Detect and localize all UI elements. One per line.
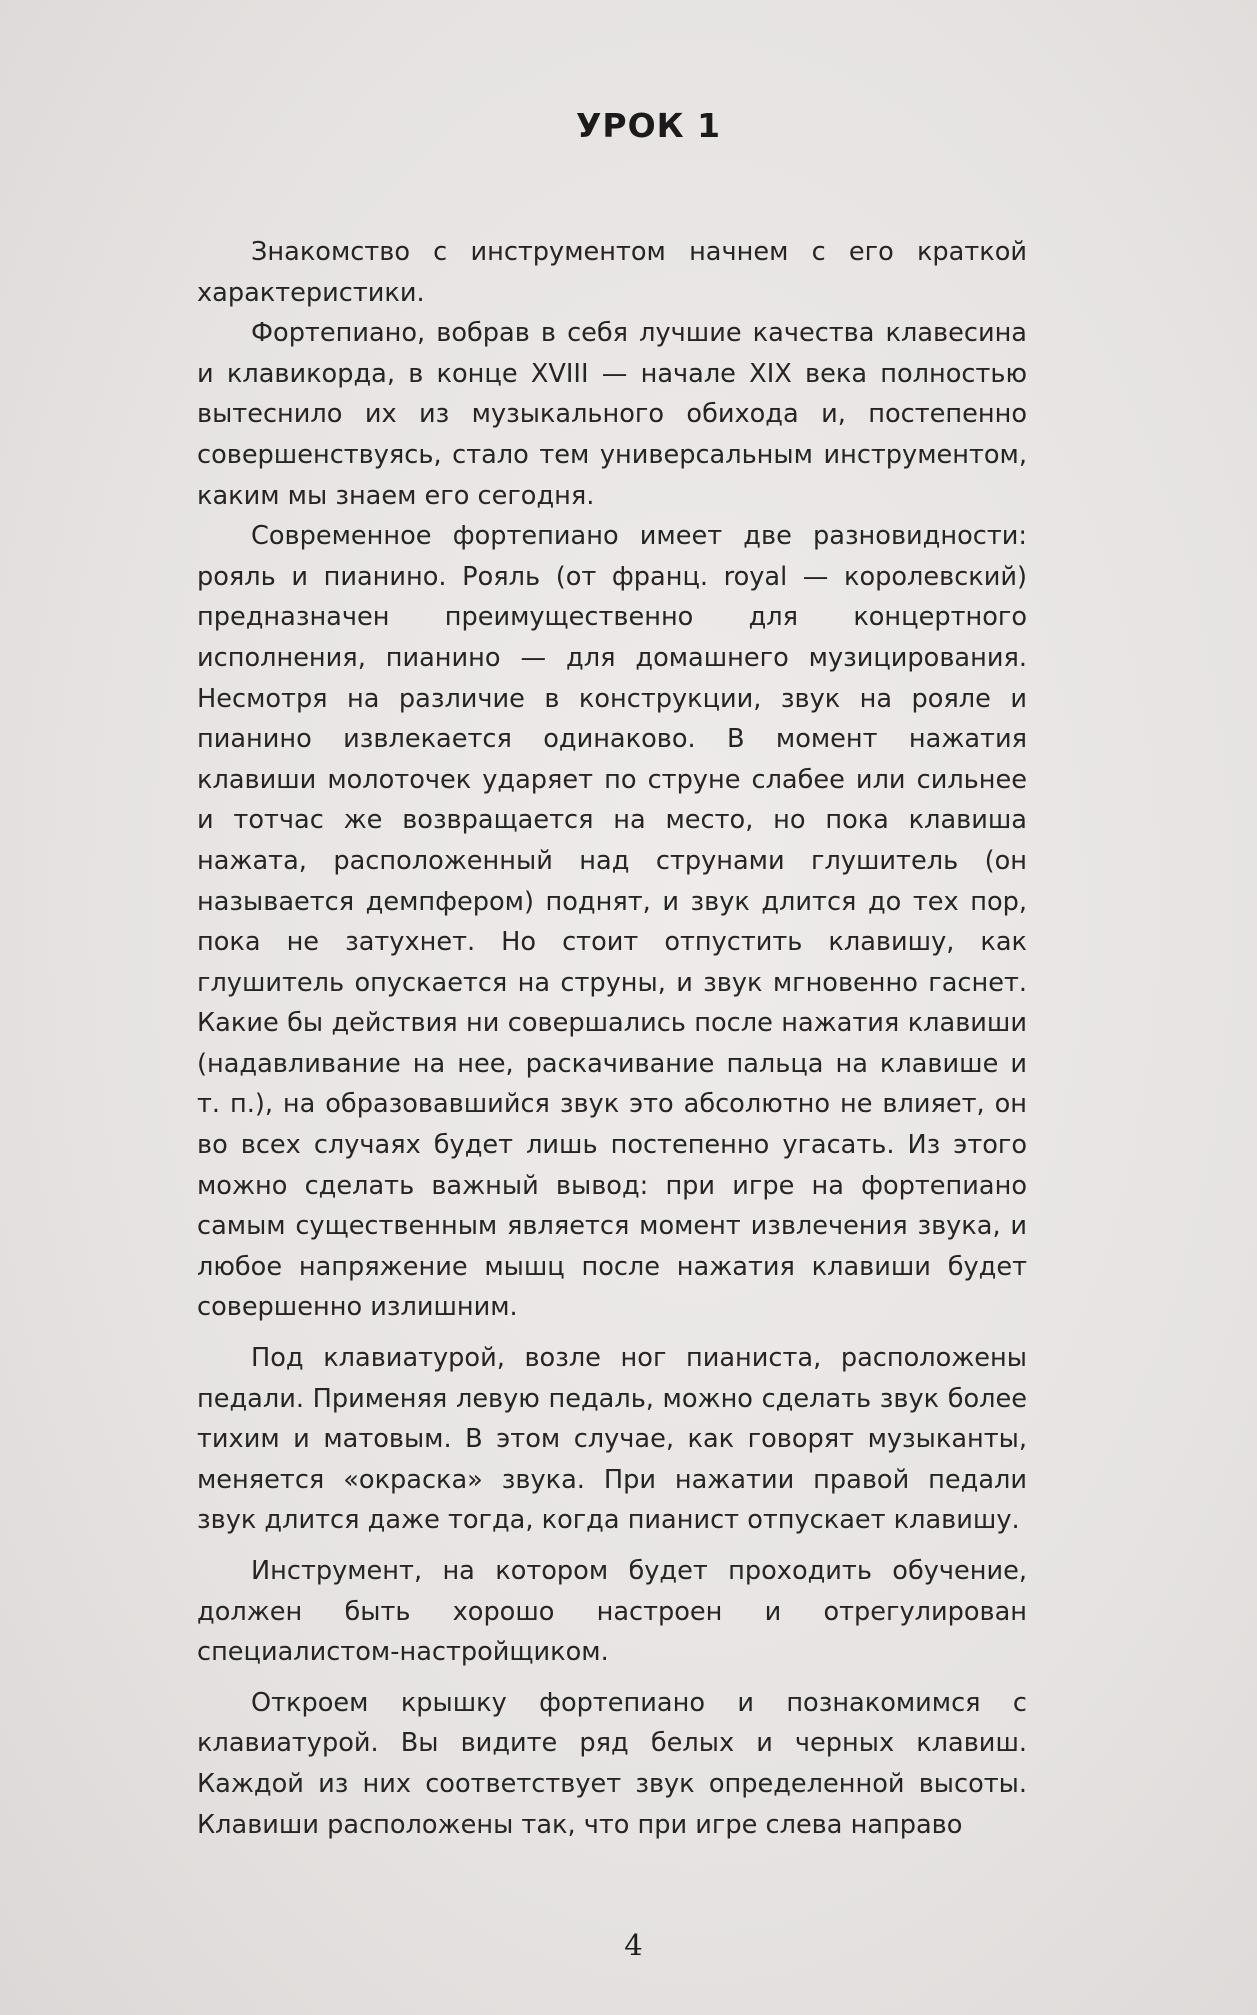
paragraph: Современное фортепиано имеет две разновидности: рояль и пианино. Рояль (от франц. royal — королевский) предназначен преимущественно для концертного исполнения, пианино — для домашнего музицирования. Несмотря на различие в конструкции, звук на рояле и пианино извлекается одинаково. В момент нажатия клавиши молоточек ударяет по струне слабее или сильнее и тотчас же возвращается на место, но пока клавиша нажата, расположенный над струнами глушитель (он называется демпфером) поднят, и звук длится до тех пор, пока не затухнет. Но стоит отпустить клавишу, как глушитель опускается на струны, и звук мгновенно гаснет. Какие бы действия ни совершались после нажатия клавиши (надавливание на нее, раскачивание пальца на клавише и т. п.), на образовавшийся звук это абсолютно не влияет, он во всех случаях будет лишь постепенно угасать. Из этого можно сделать важный вывод: при игре на фортепиано самым существенным является момент извлечения звука, и любое напряжение мышц после нажатия клавиши будет совершенно излишним. [197,521,1027,1323]
lesson-title: УРОК 1 [575,106,722,145]
paragraph: Инструмент, на котором будет проходить обучение, должен быть хорошо настроен и отрегулирован специалистом-настройщиком. [197,1556,1027,1668]
paragraph: Под клавиатурой, возле ног пианиста, расположены педали. Применяя левую педаль, можно сделать звук более тихим и матовым. В этом случае, как говорят музыканты, меняется «окраска» звука. При нажатии правой педали звук длится даже тогда, когда пианист отпускает клавишу. [197,1343,1027,1536]
page-number: 4 [624,1928,643,1962]
paragraph: Фортепиано, вобрав в себя лучшие качества клавесина и клавикорда, в конце XVIII — начале XIX века полностью вытеснило их из музыкального обихода и, постепенно совершенствуясь, стало тем универсальным инструментом, каким мы знаем его сегодня. [197,318,1027,511]
body-text [197,232,1027,1845]
paragraph: Знакомство с инструментом начнем с его краткой характеристики. [197,237,1027,308]
paragraph: Откроем крышку фортепиано и познакомимся с клавиатурой. Вы видите ряд белых и черных клавиш. Каждой из них соответствует звук определенной высоты. Клавиши расположены так, что при игре слева направо [197,1687,1027,1840]
